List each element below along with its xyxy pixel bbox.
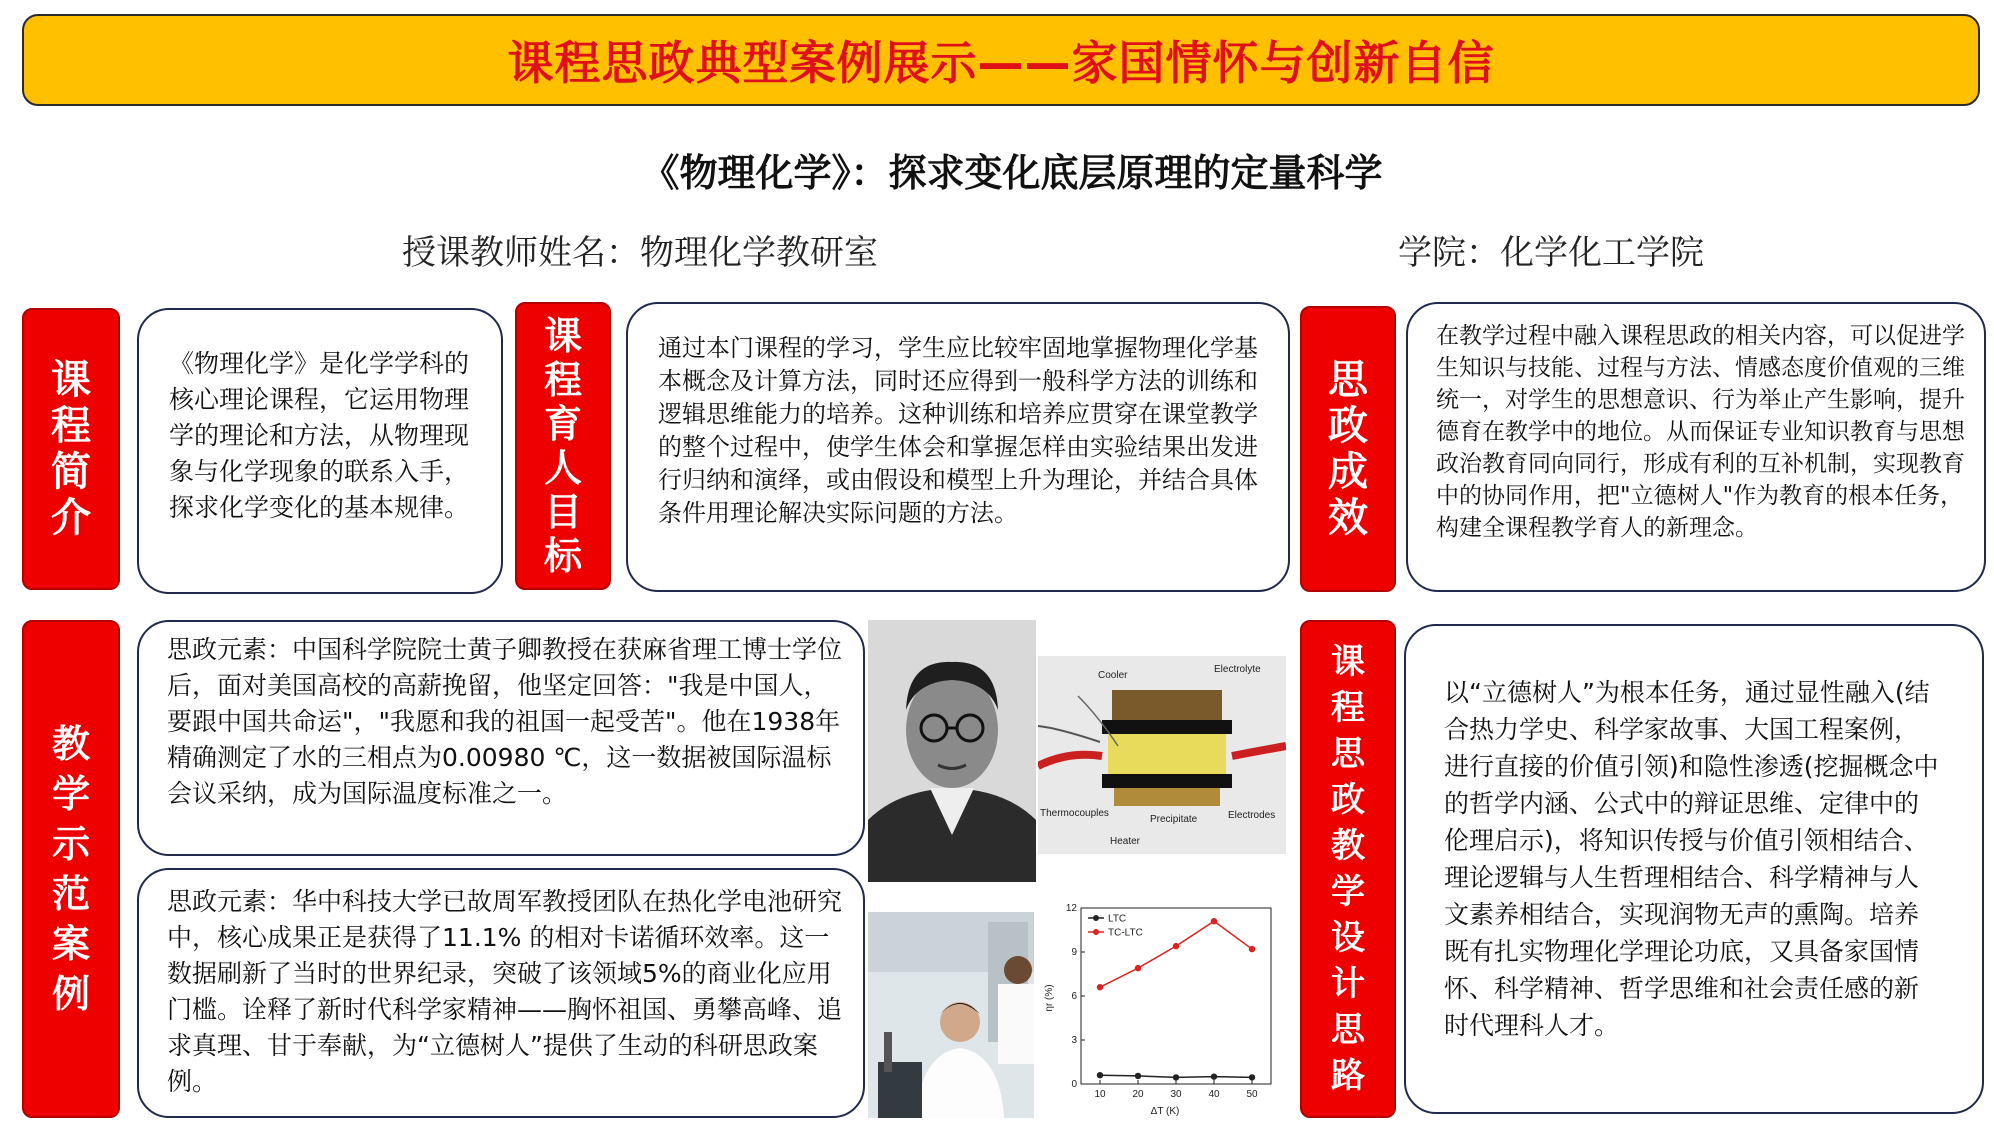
chart-xtick-label: 40 (1208, 1089, 1220, 1100)
chart-ytick-label: 3 (1071, 1035, 1077, 1046)
chart-ylabel: ηr (%) (1044, 984, 1055, 1012)
chart-ytick-label: 9 (1071, 947, 1077, 958)
chart-point-LTC (1173, 1074, 1179, 1080)
course-title: 《物理化学》：探求变化底层原理的定量科学 (641, 151, 1383, 195)
card-course-intro (137, 308, 503, 594)
card-design-approach (1404, 624, 1984, 1114)
chart-ytick-label: 0 (1071, 1079, 1077, 1090)
chart-ytick-label: 6 (1071, 991, 1077, 1002)
chart-point-TC-LTC (1135, 965, 1141, 971)
efficiency-chart (1038, 900, 1286, 1118)
college-name: 学院：化学化工学院 (1398, 233, 1704, 273)
chart-legend-marker (1093, 929, 1099, 935)
chart-point-LTC (1211, 1073, 1217, 1079)
teacher-name: 授课教师姓名：物理化学教研室 (402, 233, 878, 273)
label-course-intro: 课 程 简 介 (22, 308, 120, 590)
chart-point-LTC (1097, 1072, 1103, 1078)
chart-legend-label: LTC (1108, 913, 1127, 925)
chart-point-LTC (1249, 1074, 1255, 1080)
label-precipitate: Precipitate (1150, 814, 1198, 825)
label-electrodes: Electrodes (1228, 810, 1276, 821)
chart-xtick-label: 20 (1132, 1089, 1144, 1100)
label-thermocouples: Thermocouples (1040, 808, 1109, 819)
label-course-goals: 课 程 育 人 目 标 (515, 302, 611, 590)
portrait-photo (868, 620, 1036, 882)
label-teaching-cases: 教 学 示 范 案 例 (22, 620, 120, 1118)
title-banner (22, 14, 1980, 106)
lab-photo (868, 912, 1034, 1118)
page-title: 课程思政典型案例展示——家国情怀与创新自信 (507, 36, 1495, 90)
case-1-text: 思政元素：中国科学院院士黄子卿教授在获麻省理工博士学位后，面对美国高校的高薪挽留，他坚定回答："我是中国人，要跟中国共命运"，"我愿和我的祖国一起受苦"。他在1938年精确测定了水的三相点为0.00980 ℃，这一数据被国际温标会议采纳，成为国际温度标准之一。 (167, 635, 843, 808)
chart-legend-marker (1093, 915, 1099, 921)
chart-svg (1038, 900, 1286, 1118)
course-goals-text: 通过本门课程的学习，学生应比较牢固地掌握物理化学基本概念及计算方法，同时还应得到一般科学方法的训练和逻辑思维能力的培养。这种训练和培养应贯穿在课堂教学的整个过程中，使学生体会和掌握怎样由实验结果出发进行归纳和演绎，或由假设和模型上升为理论，并结合具体条件用理论解决实际问题的方法。 (658, 334, 1258, 527)
chart-legend-label: TC-LTC (1108, 927, 1143, 939)
ideology-effect-text: 在教学过程中融入课程思政的相关内容，可以促进学生知识与技能、过程与方法、情感态度价值观的三维统一，对学生的思想意识、行为举止产生影响，提升德育在教学中的地位。从而保证专业知识教育与思想政治教育同向同行，形成有利的互补机制，实现教育中的协同作用，把"立德树人"作为教育的根本任务，构建全课程教学育人的新理念。 (1436, 323, 1965, 541)
label-electrolyte: Electrolyte (1214, 664, 1261, 675)
chart-xtick-label: 50 (1246, 1089, 1258, 1100)
card-ideology-effect (1406, 302, 1986, 592)
label-ideology-effect: 思 政 成 效 (1300, 306, 1396, 592)
device-photo (1038, 656, 1286, 854)
label-design-approach: 课 程 思 政 教 学 设 计 思 路 (1300, 620, 1396, 1118)
case-2-text: 思政元素：华中科技大学已故周军教授团队在热化学电池研究中，核心成果正是获得了11.1% 的相对卡诺循环效率。这一数据刷新了当时的世界纪录，突破了该领域5%的商业化应用门槛。诠释了新时代科学家精神——胸怀祖国、勇攀高峰、追求真理、甘于奉献，为“立德树人”提供了生动的科研思政案例。 (167, 887, 843, 1096)
label-cooler: Cooler (1098, 670, 1128, 681)
chart-point-TC-LTC (1173, 943, 1179, 949)
card-case-1 (137, 620, 865, 856)
label-heater: Heater (1110, 836, 1141, 847)
chart-ytick-label: 12 (1065, 903, 1077, 914)
course-intro-text: 《物理化学》是化学学科的核心理论课程，它运用物理学的理论和方法，从物理现象与化学现象的联系入手，探求化学变化的基本规律。 (169, 349, 470, 522)
chart-xtick-label: 30 (1170, 1089, 1182, 1100)
chart-xlabel: ΔT (K) (1150, 1106, 1180, 1117)
card-course-goals (626, 302, 1290, 592)
chart-point-TC-LTC (1249, 946, 1255, 952)
chart-point-TC-LTC (1097, 984, 1103, 990)
chart-xtick-label: 10 (1094, 1089, 1106, 1100)
chart-point-LTC (1135, 1073, 1141, 1079)
design-approach-text: 以“立德树人”为根本任务，通过显性融入(结合热力学史、科学家故事、大国工程案例，进行直接的价值引领)和隐性渗透(挖掘概念中的哲学内涵、公式中的辩证思维、定律中的伦理启示)，将知识传授与价值引领相结合、理论逻辑与人生哲理相结合、科学精神与人文素养相结合，实现润物无声的熏陶。培养既有扎实物理化学理论功底，又具备家国情怀、科学精神、哲学思维和社会责任感的新时代理科人才。 (1444, 678, 1939, 1040)
chart-point-TC-LTC (1211, 918, 1217, 924)
card-case-2 (137, 868, 865, 1118)
